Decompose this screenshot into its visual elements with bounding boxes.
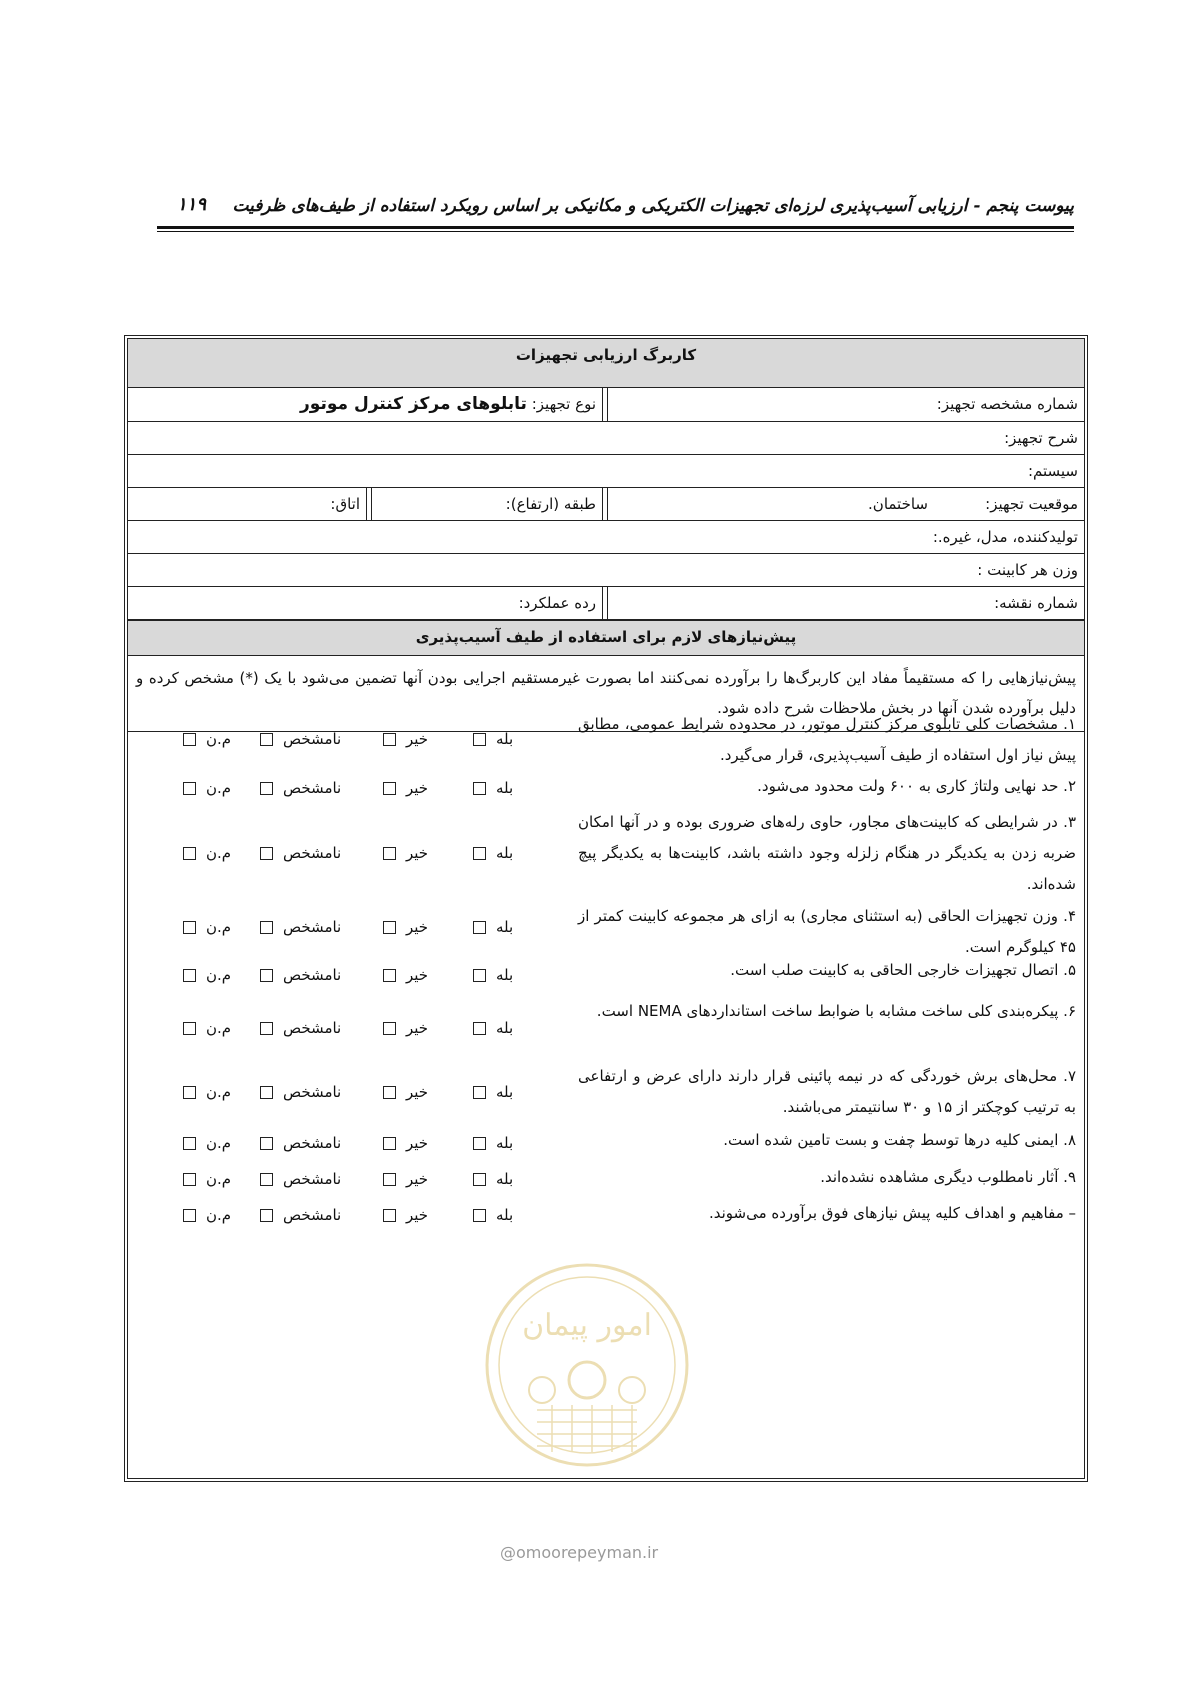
equipment-id-label: شماره مشخصه تجهیز: <box>936 395 1078 413</box>
checkbox[interactable] <box>383 921 396 934</box>
option-label: خیر <box>406 965 429 984</box>
checklist-question: ۲. حد نهایی ولتاژ کاری به ۶۰۰ ولت محدود می‌شود. <box>757 777 1076 795</box>
floor-label: طبقه (ارتفاع): <box>505 495 596 513</box>
option-na[interactable] <box>183 1170 231 1188</box>
option-label: بله <box>496 918 514 936</box>
page-header <box>157 190 1074 234</box>
checkbox[interactable] <box>260 1137 273 1150</box>
checklist-item <box>128 901 1084 955</box>
option-yes[interactable] <box>473 844 513 862</box>
option-na[interactable] <box>183 966 231 984</box>
form-title-row <box>128 339 1084 388</box>
option-label: خیر <box>406 1083 429 1101</box>
checkbox[interactable] <box>473 1209 486 1222</box>
option-no[interactable] <box>383 779 428 797</box>
checkbox[interactable] <box>473 921 486 934</box>
option-label: خیر <box>406 844 429 862</box>
header-rule-thin <box>157 231 1074 232</box>
option-label: م.ن <box>206 1083 232 1101</box>
option-unknown[interactable] <box>260 1206 341 1224</box>
option-na[interactable] <box>183 1134 231 1152</box>
option-na[interactable] <box>183 844 231 862</box>
cabinet-weight-row <box>128 554 1084 587</box>
option-unknown[interactable] <box>260 966 341 984</box>
option-label: م.ن <box>206 1170 232 1188</box>
option-no[interactable] <box>383 1206 428 1224</box>
option-unknown[interactable] <box>260 844 341 862</box>
option-label: م.ن <box>206 730 232 748</box>
option-label: م.ن <box>206 779 232 797</box>
id-type-row <box>128 388 1084 422</box>
option-label: نامشخص <box>283 1170 342 1188</box>
checklist-question: ۸. ایمنی کلیه درها توسط چفت و بست تامین شده است. <box>723 1131 1076 1149</box>
option-label: بله <box>496 1083 514 1101</box>
checkbox[interactable] <box>383 1022 396 1035</box>
option-label: بله <box>496 965 514 984</box>
option-label: م.ن <box>206 965 232 984</box>
option-label: نامشخص <box>283 730 342 748</box>
option-label: نامشخص <box>283 918 342 936</box>
checkbox[interactable] <box>183 1209 196 1222</box>
option-unknown[interactable] <box>260 1170 341 1188</box>
checkbox[interactable] <box>183 969 196 982</box>
checklist-question: ۵. اتصال تجهیزات خارجی الحاقی به کابینت صلب است. <box>730 961 1076 979</box>
option-unknown[interactable] <box>260 779 341 797</box>
option-label: م.ن <box>206 918 232 936</box>
checkbox[interactable] <box>383 1137 396 1150</box>
checkbox[interactable] <box>473 969 486 982</box>
divider <box>602 488 608 520</box>
cabinet-weight-label: وزن هر کابینت : <box>977 561 1078 579</box>
checklist-item <box>128 807 1084 901</box>
option-label: خیر <box>406 730 429 748</box>
drawing-number-label: شماره نقشه: <box>994 594 1078 612</box>
checklist-question: ۳. در شرایطی که کابینت‌های مجاور، حاوی رله‌های ضروری بوده و در آنها امکان ضربه زدن به یکدیگر در هنگام زلزله وجود داشته باشد، کابینت‌ها به یکدیگر پیچ شده‌اند. <box>578 813 1076 893</box>
option-no[interactable] <box>383 966 428 984</box>
option-label: بله <box>496 779 514 797</box>
checkbox[interactable] <box>473 782 486 795</box>
checkbox[interactable] <box>260 1173 273 1186</box>
option-label: نامشخص <box>283 965 342 984</box>
checklist-question: ۷. محل‌های برش خوردگی که در نیمه پائینی قرار دارند دارای عرض و ارتفاعی به ترتیب کوچکتر از ۱۵ و ۳۰ سانتیمتر می‌باشند. <box>578 1067 1076 1116</box>
equipment-type-value: تابلوهای مرکز کنترل موتور <box>300 394 527 414</box>
checklist-question: ۹. آثار نامطلوب دیگری مشاهده نشده‌اند. <box>820 1168 1076 1186</box>
option-label: خیر <box>406 1133 429 1152</box>
option-label: نامشخص <box>283 1206 342 1224</box>
option-label: خیر <box>406 779 429 797</box>
checkbox[interactable] <box>183 847 196 860</box>
prereq-note: پیش‌نیازهایی را که مستقیماً مفاد این کاربرگ‌ها را برآورده نمی‌کنند اما بصورت غیرمستقیم اجرایی بودن آنها تضمین می‌شود با یک (*) مشخص کرده و دلیل برآورده شدن آنها در بخش ملاحظات شرح داده شود. <box>128 657 1084 732</box>
option-yes[interactable] <box>473 966 513 984</box>
checkbox[interactable] <box>260 969 273 982</box>
option-na[interactable] <box>183 1019 231 1037</box>
option-unknown[interactable] <box>260 1083 341 1101</box>
checklist-item <box>128 996 1084 1061</box>
checklist-item <box>128 1061 1084 1125</box>
running-title: پیوست پنجم - ارزیابی آسیب‌پذیری لرزه‌ای تجهیزات الکتریکی و مکانیکی بر اساس رویکرد استفاده از طیف‌های ظرفیت <box>232 196 1074 216</box>
checklist-question: ۴. وزن تجهیزات الحاقی (به استثنای مجاری) به ازای هر مجموعه کابینت کمتر از ۴۵ کیلوگرم است. <box>578 907 1076 956</box>
option-no[interactable] <box>383 918 428 936</box>
checkbox[interactable] <box>383 1209 396 1222</box>
location-label: موقعیت تجهیز: <box>985 495 1078 513</box>
checkbox[interactable] <box>183 1173 196 1186</box>
option-label: نامشخص <box>283 1133 342 1152</box>
prereq-title-row <box>128 620 1084 656</box>
option-yes[interactable] <box>473 1206 513 1224</box>
option-yes[interactable] <box>473 1134 513 1152</box>
building-label: ساختمان. <box>868 495 928 513</box>
option-label: بله <box>496 844 514 862</box>
option-na[interactable] <box>183 730 231 748</box>
option-na[interactable] <box>183 779 231 797</box>
checklist-question: ۱. مشخصات کلی تابلوی مرکز کنترل موتور، در محدوده شرایط عمومی، مطابق پیش نیاز اول استفاده از طیف آسیب‌پذیری، قرار می‌گیرد. <box>578 715 1076 764</box>
checklist-item <box>128 1198 1084 1234</box>
option-label: نامشخص <box>283 779 342 797</box>
checkbox[interactable] <box>383 969 396 982</box>
option-label: بله <box>496 1018 514 1037</box>
checkbox[interactable] <box>383 1086 396 1099</box>
drawing-row <box>128 587 1084 620</box>
option-unknown[interactable] <box>260 1019 341 1037</box>
checkbox[interactable] <box>183 921 196 934</box>
checkbox[interactable] <box>473 1086 486 1099</box>
checkbox[interactable] <box>383 847 396 860</box>
checkbox[interactable] <box>183 1086 196 1099</box>
option-unknown[interactable] <box>260 1134 341 1152</box>
option-label: نامشخص <box>283 844 342 862</box>
option-no[interactable] <box>383 1170 428 1188</box>
option-label: بله <box>496 1133 514 1152</box>
option-no[interactable] <box>383 1134 428 1152</box>
option-yes[interactable] <box>473 730 513 748</box>
checkbox[interactable] <box>183 733 196 746</box>
option-no[interactable] <box>383 730 428 748</box>
description-label: شرح تجهیز: <box>1004 429 1078 447</box>
option-unknown[interactable] <box>260 730 341 748</box>
checkbox[interactable] <box>183 1022 196 1035</box>
checklist-question: ۶. پیکره‌بندی کلی ساخت مشابه با ضوابط ساخت استانداردهای NEMA است. <box>596 1002 1076 1020</box>
option-label: بله <box>496 1206 514 1224</box>
checkbox[interactable] <box>260 921 273 934</box>
checklist-item <box>128 1162 1084 1198</box>
equipment-type-cell <box>294 388 602 421</box>
checkbox[interactable] <box>473 847 486 860</box>
option-yes[interactable] <box>473 918 513 936</box>
equipment-type-label: نوع تجهیز: <box>531 395 596 413</box>
manufacturer-row <box>128 521 1084 554</box>
checkbox[interactable] <box>260 1086 273 1099</box>
checkbox[interactable] <box>473 733 486 746</box>
option-label: خیر <box>406 1170 429 1188</box>
checkbox[interactable] <box>260 1209 273 1222</box>
option-label: م.ن <box>206 844 232 862</box>
option-label: خیر <box>406 1206 429 1224</box>
prereq-title: پیش‌نیازهای لازم برای استفاده از طیف آسیب‌پذیری <box>415 628 797 646</box>
checklist-item <box>128 955 1084 996</box>
description-row <box>128 422 1084 455</box>
page-number: ۱۱۹ <box>177 194 207 215</box>
option-no[interactable] <box>383 1083 428 1101</box>
checklist-item <box>128 771 1084 807</box>
option-na[interactable] <box>183 918 231 936</box>
performance-class-label: رده عملکرد: <box>518 594 596 612</box>
divider <box>366 488 372 520</box>
system-row <box>128 455 1084 488</box>
checkbox[interactable] <box>260 733 273 746</box>
option-no[interactable] <box>383 844 428 862</box>
checkbox[interactable] <box>260 847 273 860</box>
option-label: م.ن <box>206 1018 232 1037</box>
checklist-item <box>128 709 1084 771</box>
checklist-question: – مفاهیم و اهداف کلیه پیش نیازهای فوق برآورده می‌شوند. <box>708 1204 1076 1222</box>
room-label: اتاق: <box>330 495 360 513</box>
checkbox[interactable] <box>183 1137 196 1150</box>
system-label: سیستم: <box>1027 462 1078 480</box>
option-label: نامشخص <box>283 1083 342 1101</box>
checkbox[interactable] <box>383 1173 396 1186</box>
checkbox[interactable] <box>383 733 396 746</box>
option-yes[interactable] <box>473 1083 513 1101</box>
option-label: م.ن <box>206 1133 232 1152</box>
option-yes[interactable] <box>473 1170 513 1188</box>
checklist-item <box>128 1125 1084 1162</box>
option-label: نامشخص <box>283 1018 342 1037</box>
manufacturer-label: تولیدکننده، مدل، غیره.: <box>932 528 1078 546</box>
watermark-handle: @omoorepeyman.ir <box>500 1543 659 1562</box>
option-label: بله <box>496 1170 514 1188</box>
option-label: م.ن <box>206 1206 232 1224</box>
checkbox[interactable] <box>383 782 396 795</box>
stamp-text: امور پیمان <box>522 1308 652 1343</box>
option-yes[interactable] <box>473 779 513 797</box>
header-rule-thick <box>157 226 1074 229</box>
omoorepeyman-stamp-logo <box>482 1260 692 1470</box>
option-unknown[interactable] <box>260 918 341 936</box>
option-na[interactable] <box>183 1083 231 1101</box>
checkbox[interactable] <box>473 1022 486 1035</box>
option-no[interactable] <box>383 1019 428 1037</box>
location-row <box>128 488 1084 521</box>
checkbox[interactable] <box>473 1173 486 1186</box>
form-title: کاربرگ ارزیابی تجهیزات <box>515 346 697 364</box>
checkbox[interactable] <box>473 1137 486 1150</box>
checkbox[interactable] <box>260 782 273 795</box>
option-yes[interactable] <box>473 1019 513 1037</box>
divider <box>602 587 608 619</box>
option-label: بله <box>496 730 514 748</box>
checkbox[interactable] <box>183 782 196 795</box>
divider <box>602 388 608 421</box>
option-na[interactable] <box>183 1206 231 1224</box>
option-label: خیر <box>406 918 429 936</box>
checkbox[interactable] <box>260 1022 273 1035</box>
option-label: خیر <box>406 1018 429 1037</box>
